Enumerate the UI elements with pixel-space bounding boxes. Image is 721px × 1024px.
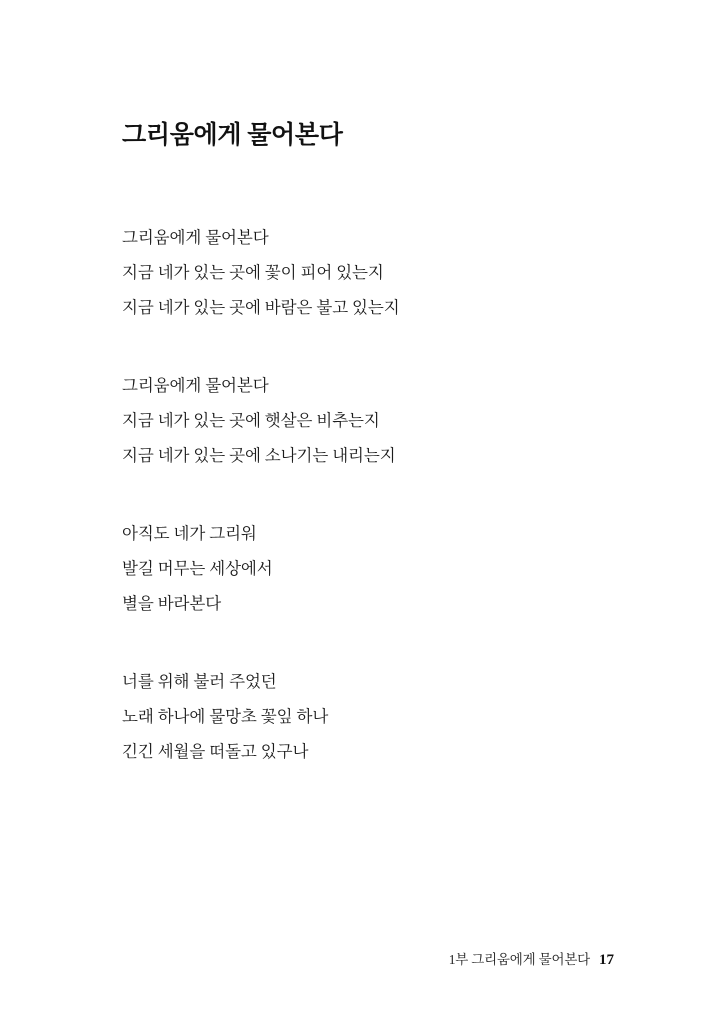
footer-section-label: 1부 그리움에게 물어본다 [448, 952, 590, 967]
page-footer [449, 948, 614, 969]
poem-line: 지금 네가 있는 곳에 햇살은 비추는지 [122, 411, 380, 430]
poem-line: 지금 네가 있는 곳에 꽃이 피어 있는지 [122, 263, 384, 282]
poem-line: 그리움에게 물어본다 [122, 376, 269, 395]
stanza [122, 220, 592, 325]
poem-line: 지금 네가 있는 곳에 소나기는 내리는지 [122, 446, 396, 465]
poem-body [122, 220, 592, 769]
stanza [122, 368, 592, 473]
poem-line: 아직도 네가 그리워 [122, 524, 257, 543]
stanza [122, 516, 592, 621]
footer-page-number: 17 [599, 952, 614, 968]
poem-line: 별을 바라본다 [122, 594, 222, 613]
poem-line: 발길 머무는 세상에서 [122, 559, 273, 578]
poem-line: 너를 위해 불러 주었던 [122, 672, 277, 691]
poem-line: 그리움에게 물어본다 [122, 228, 269, 247]
poem-line: 긴긴 세월을 떠돌고 있구나 [122, 742, 309, 761]
page-title: 그리움에게 물어본다 [122, 121, 343, 149]
poem-line: 지금 네가 있는 곳에 바람은 불고 있는지 [122, 298, 400, 317]
stanza [122, 664, 592, 769]
poem-line: 노래 하나에 물망초 꽃잎 하나 [122, 707, 329, 726]
